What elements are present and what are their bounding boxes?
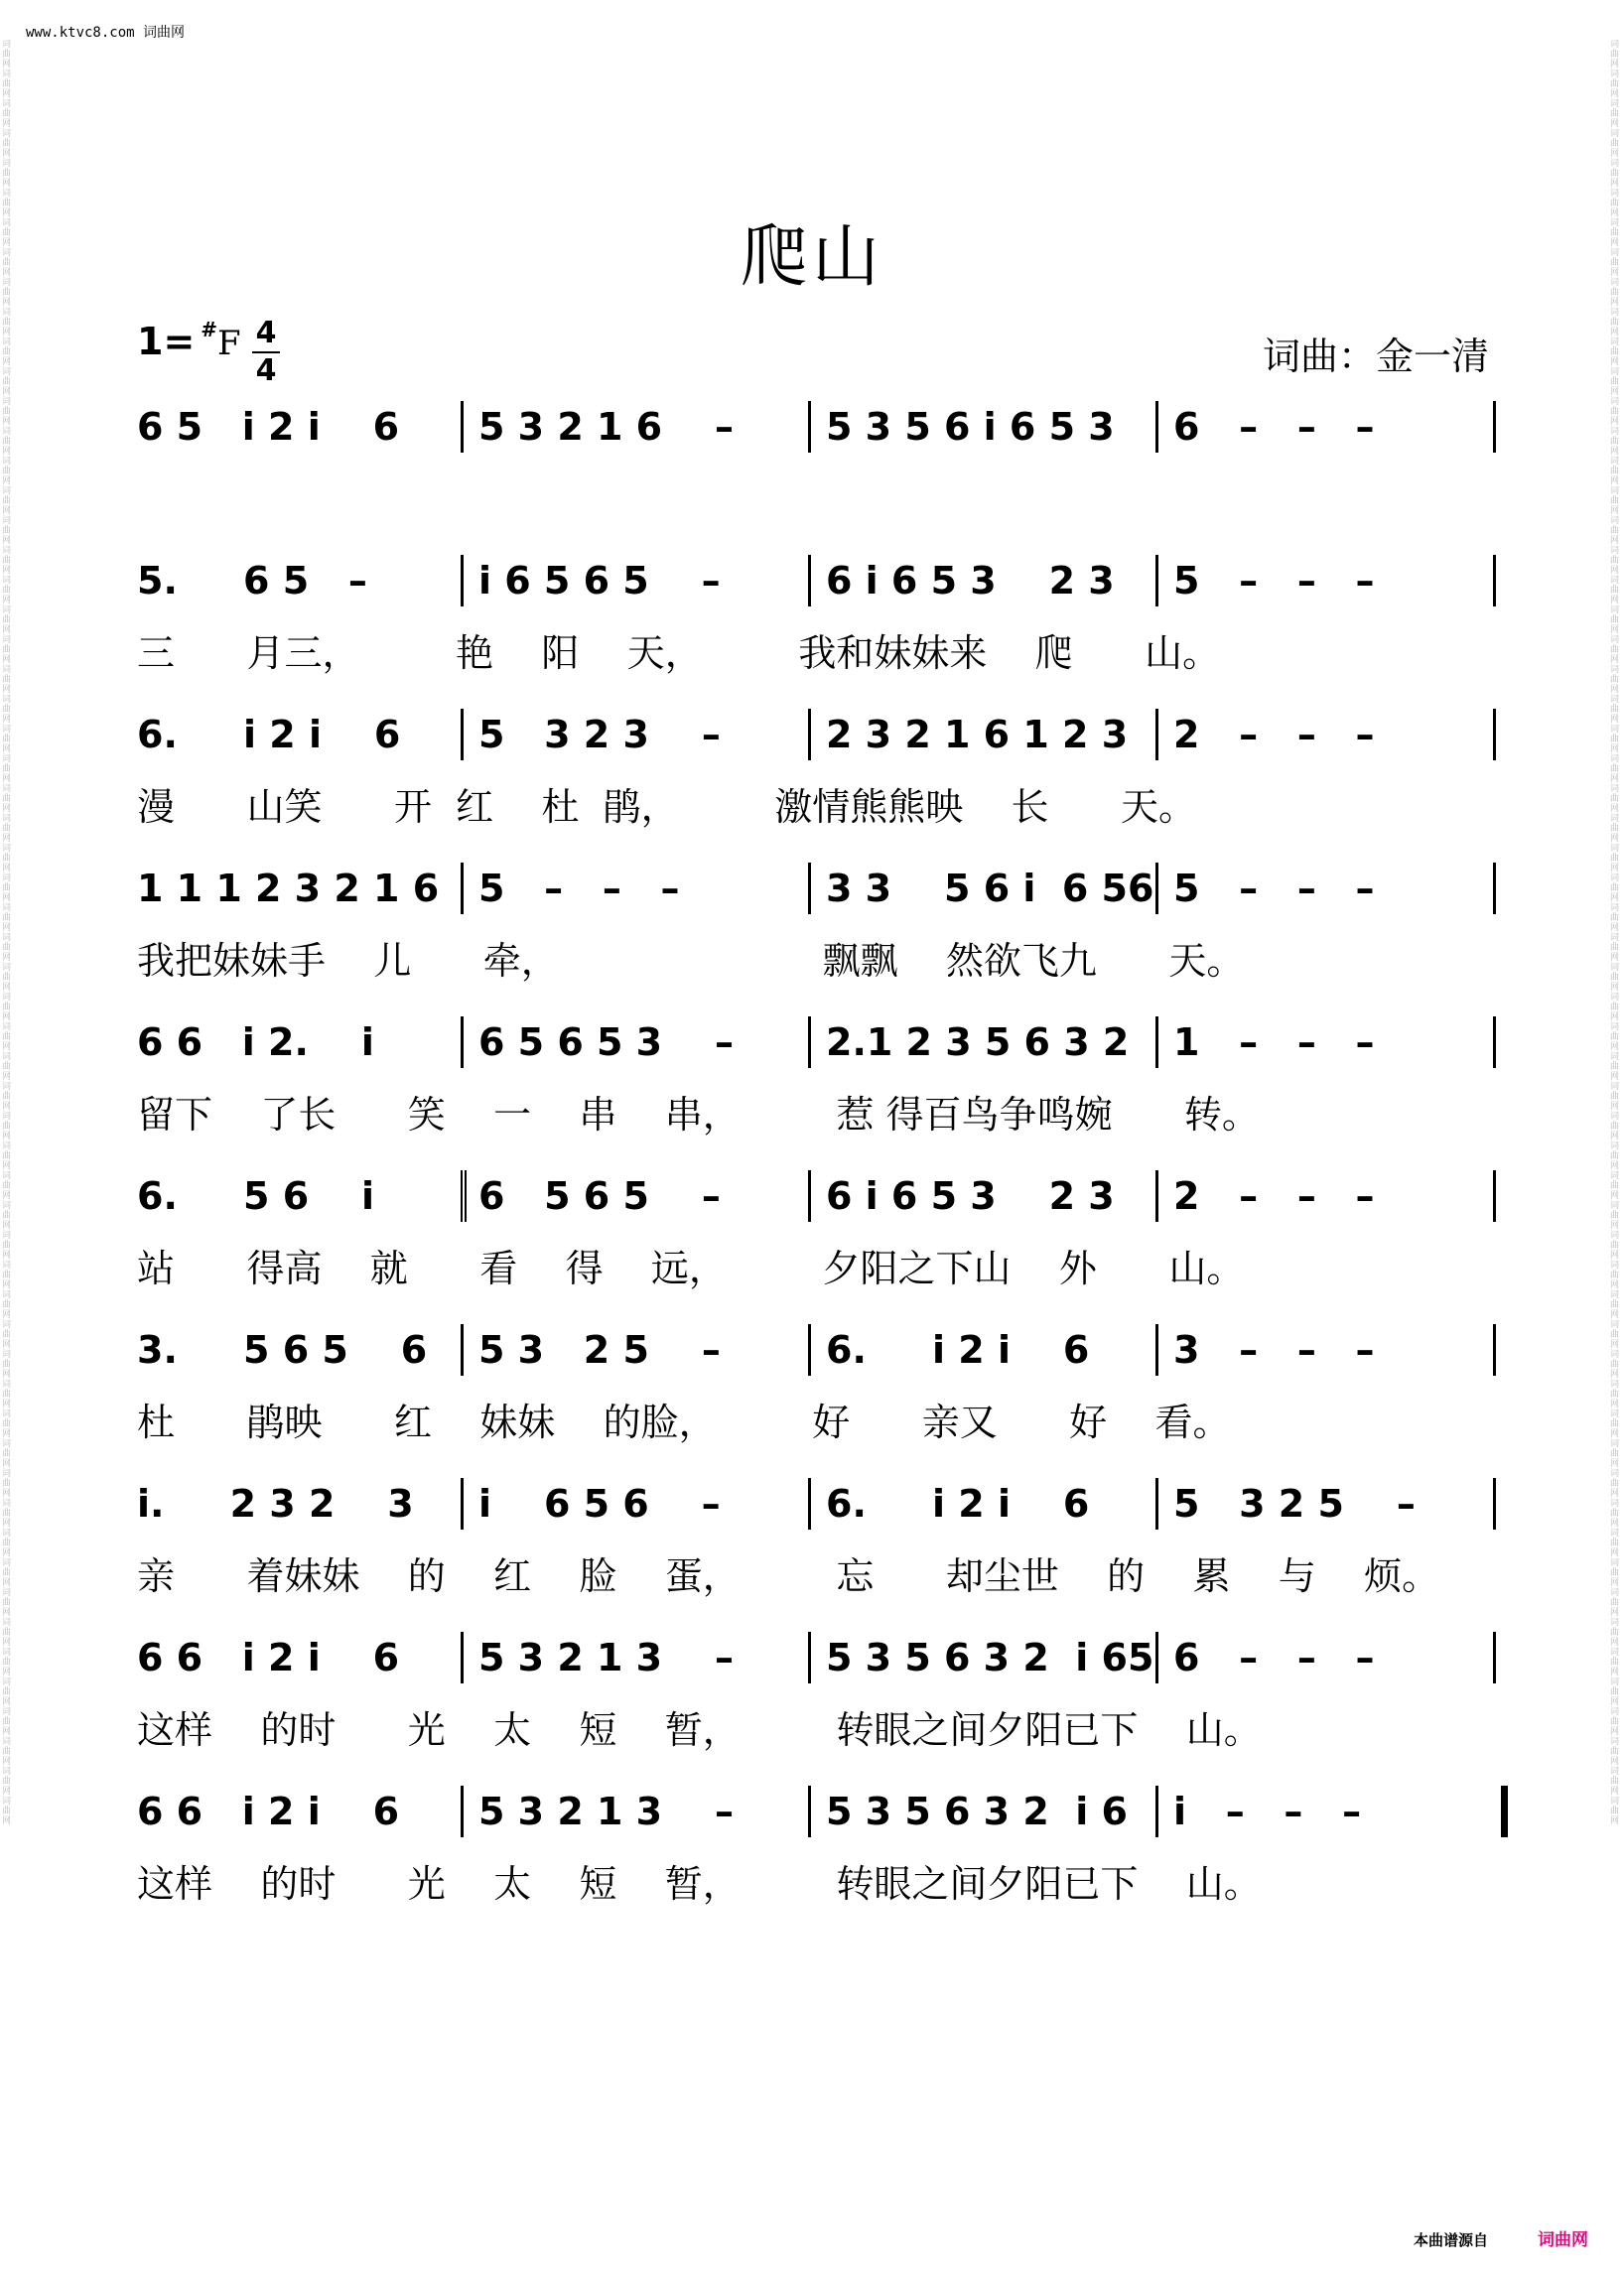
measure: 6. i 2 i 6: [826, 1328, 1090, 1372]
bar-line: [808, 401, 811, 453]
measure: 6 5 6 5 –: [478, 1174, 721, 1218]
bar-line: [461, 1786, 464, 1837]
measure: 2 3 2 1 6 1 2 3: [826, 713, 1129, 756]
bar-line: [1155, 863, 1158, 914]
bar-line: [461, 1478, 464, 1530]
bar-line: [1493, 863, 1496, 914]
lyric-line: 站 得高 就 看 得 远， 夕阳之下山 外 山。: [137, 1247, 1245, 1290]
measure: 5 3 2 1 3 –: [478, 1636, 735, 1679]
bar-line: [461, 709, 464, 760]
measure: 5 3 2 5 –: [1173, 1482, 1416, 1526]
bar-line: [808, 1170, 811, 1222]
bar-line: [1155, 709, 1158, 760]
measure: 6 i 6 5 3 2 3: [826, 1174, 1115, 1218]
meter-bottom: 4: [255, 353, 277, 388]
bar-line: [1493, 709, 1496, 760]
bar-line: [808, 1478, 811, 1530]
measure: 2 – – –: [1173, 1174, 1375, 1218]
bar-line: [1493, 1478, 1496, 1530]
bar-line: [1493, 1324, 1496, 1376]
measure: 6. i 2 i 6: [137, 713, 401, 756]
bar-line: [1155, 1786, 1158, 1837]
song-title: 爬山: [740, 218, 883, 297]
sharp-icon: #: [201, 318, 218, 341]
bar-line: [461, 1170, 473, 1222]
bar-line: [808, 709, 811, 760]
lyric-line: 亲 着妹妹 的 红 脸 蛋， 忘 却尘世 的 累 与 烦。: [137, 1554, 1440, 1598]
measure: 5 3 5 6 3 2 i 6: [826, 1790, 1128, 1833]
footer: [1414, 2225, 1588, 2250]
measure: 5 3 5 6 i 6 5 3: [826, 405, 1115, 449]
bar-line: [461, 863, 464, 914]
bar-line: [461, 401, 464, 453]
measure: 5 – – –: [1173, 559, 1375, 603]
side-watermark-left: 词曲网词曲网词曲网词曲网词曲网词曲网词曲网词曲网词曲网词曲网词曲网词曲网词曲网词曲网词曲网词曲网词曲网词曲网词曲网词曲网词曲网词曲网词曲网词曲网词曲网词曲网词曲网词曲网词曲网词曲网词曲网词曲网词曲网词曲网词曲网词曲网词曲网词曲网词曲网词曲网词曲网词曲网词曲网词曲网词曲网词曲网词曲网词曲网词曲网词曲网词曲网词曲网词曲网词曲网词曲网词曲网词曲网词曲网词曲网词曲网: [2, 40, 12, 1826]
bar-line: [1155, 555, 1158, 606]
meter-top: 4: [255, 316, 277, 350]
lyric-line: 我把妹妹手 儿 牵， 飘飘 然欲飞九 天。: [137, 939, 1245, 983]
lyric-line: 三 月三， 艳 阳 天， 我和妹妹来 爬 山。: [137, 631, 1221, 675]
bar-line: [1155, 1324, 1158, 1376]
lyric-line: 这样 的时 光 太 短 暂， 转眼之间夕阳已下 山。: [137, 1708, 1262, 1752]
bar-line: [1155, 1170, 1158, 1222]
measure: 5 3 2 1 3 –: [478, 1790, 735, 1833]
composer-credit: 词曲：金一清: [1262, 335, 1489, 378]
measure-row: [137, 1012, 1497, 1072]
bar-line: [1493, 1632, 1496, 1683]
measure: 5 3 2 3 –: [478, 713, 721, 756]
lyric-line: 这样 的时 光 太 短 暂， 转眼之间夕阳已下 山。: [137, 1862, 1262, 1906]
measure-row: [137, 1474, 1497, 1534]
bar-line: [1493, 401, 1496, 453]
bar-line: [461, 1632, 464, 1683]
bar-line: [808, 1632, 811, 1683]
measure-row: [137, 397, 1497, 457]
measure: 6. i 2 i 6: [826, 1482, 1090, 1526]
bar-line: [808, 1786, 811, 1837]
measure: 5 3 5 6 3 2 i 65: [826, 1636, 1154, 1679]
measure: i 6 5 6 –: [478, 1482, 721, 1526]
key-prefix: 1=: [137, 320, 196, 363]
measure: 6 i 6 5 3 2 3: [826, 559, 1115, 603]
measure: 6 6 i 2 i 6: [137, 1790, 400, 1833]
measure-row: [137, 705, 1497, 764]
bar-line: [1155, 1632, 1158, 1683]
source-label: 本曲谱源自: [1413, 2231, 1488, 2249]
measure: i 6 5 6 5 –: [478, 559, 721, 603]
measure: 6 – – –: [1173, 405, 1375, 449]
measure: 5 3 2 5 –: [478, 1328, 721, 1372]
measure: 5 3 2 1 6 –: [478, 405, 735, 449]
measure: 6 5 i 2 i 6: [137, 405, 400, 449]
measure-row: [137, 551, 1497, 610]
measure: 3 – – –: [1173, 1328, 1375, 1372]
measure: 1 1 1 2 3 2 1 6: [137, 867, 440, 910]
bar-line: [1493, 1016, 1496, 1068]
measure: 6. 5 6 i: [137, 1174, 375, 1218]
measure-row: [137, 1628, 1497, 1687]
footer-site-link[interactable]: 词曲网: [1538, 2230, 1588, 2250]
measure: 1 – – –: [1173, 1020, 1375, 1064]
time-signature: [252, 318, 280, 387]
bar-line: [1493, 1170, 1496, 1222]
measure: 6 6 i 2. i: [137, 1020, 374, 1064]
measure-row: [137, 1320, 1497, 1380]
measure: 6 5 6 5 3 –: [478, 1020, 735, 1064]
lyric-line: 留下 了长 笑 一 串 串， 惹 得百鸟争鸣婉 转。: [137, 1093, 1260, 1137]
measure: 5. 6 5 –: [137, 559, 367, 603]
bar-line: [1501, 1786, 1508, 1837]
measure-row: [137, 859, 1497, 918]
bar-line: [1155, 1478, 1158, 1530]
key-signature: [137, 318, 241, 363]
bar-line: [1493, 555, 1496, 606]
measure: 3. 5 6 5 6: [137, 1328, 428, 1372]
bar-line: [461, 1016, 464, 1068]
key-note: F: [217, 324, 241, 363]
lyric-line: 杜 鹃映 红 妹妹 的脸， 好 亲又 好 看。: [137, 1401, 1231, 1444]
measure: 6 – – –: [1173, 1636, 1375, 1679]
measure-row: [137, 1166, 1497, 1226]
measure-row: [137, 1782, 1497, 1841]
bar-line: [1155, 1016, 1158, 1068]
bar-line: [461, 555, 464, 606]
bar-line: [808, 1016, 811, 1068]
bar-line: [1155, 401, 1158, 453]
measure: 5 – – –: [478, 867, 680, 910]
measure: i. 2 3 2 3: [137, 1482, 414, 1526]
measure: 2 – – –: [1173, 713, 1375, 756]
bar-line: [808, 1324, 811, 1376]
side-watermark-right: 词曲网词曲网词曲网词曲网词曲网词曲网词曲网词曲网词曲网词曲网词曲网词曲网词曲网词曲网词曲网词曲网词曲网词曲网词曲网词曲网词曲网词曲网词曲网词曲网词曲网词曲网词曲网词曲网词曲网词曲网词曲网词曲网词曲网词曲网词曲网词曲网词曲网词曲网词曲网词曲网词曲网词曲网词曲网词曲网词曲网词曲网词曲网词曲网词曲网词曲网词曲网词曲网词曲网词曲网词曲网词曲网词曲网词曲网词曲网词曲网: [1610, 40, 1620, 1826]
measure: 2.1 2 3 5 6 3 2: [826, 1020, 1130, 1064]
measure: i – – –: [1173, 1790, 1362, 1833]
measure: 3 3 5 6 i 6 56: [826, 867, 1154, 910]
bar-line: [808, 863, 811, 914]
measure: 6 6 i 2 i 6: [137, 1636, 400, 1679]
site-url[interactable]: www.ktvc8.com 词曲网: [26, 25, 186, 41]
lyric-line: 漫 山笑 开 红 杜 鹃， 激情熊熊映 长 天。: [137, 785, 1197, 829]
bar-line: [461, 1324, 464, 1376]
measure: 5 – – –: [1173, 867, 1375, 910]
bar-line: [808, 555, 811, 606]
